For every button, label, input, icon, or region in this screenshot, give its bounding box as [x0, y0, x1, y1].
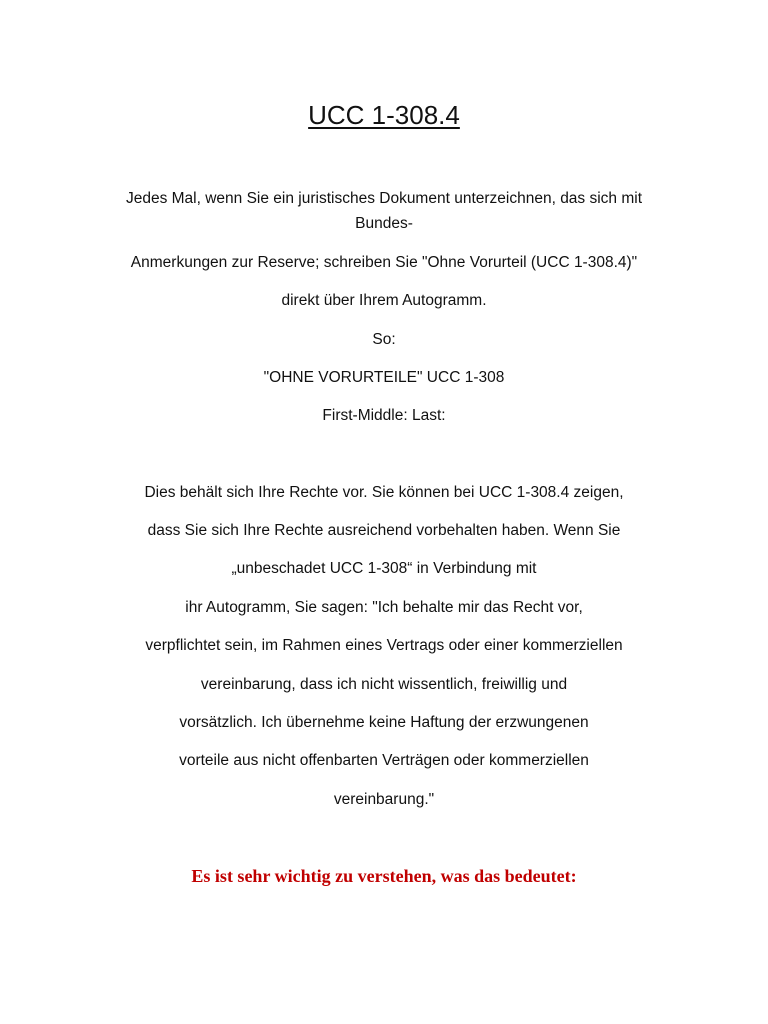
intro-line: Jedes Mal, wenn Sie ein juristisches Dokument unterzeichnen, das sich mit: [125, 190, 643, 207]
document-title: UCC 1-308.4: [308, 100, 460, 130]
body-line: verpflichtet sein, im Rahmen eines Vertrags oder einer kommerziellen: [145, 637, 623, 654]
intro-line: Bundes-: [355, 215, 413, 232]
intro-line: "OHNE VORURTEILE" UCC 1-308: [263, 369, 505, 386]
body-line: ihr Autogramm, Sie sagen: "Ich behalte mir das Recht vor,: [185, 599, 583, 616]
body-line: Dies behält sich Ihre Rechte vor. Sie können bei UCC 1-308.4 zeigen,: [144, 484, 624, 501]
intro-line: First-Middle: Last:: [322, 407, 446, 424]
intro-line: Anmerkungen zur Reserve; schreiben Sie "Ohne Vorurteil (UCC 1-308.4)": [130, 254, 638, 271]
warning-text: Es ist sehr wichtig zu verstehen, was das bedeutet:: [191, 866, 577, 886]
intro-line: direkt über Ihrem Autogramm.: [281, 292, 487, 309]
body-line: vorteile aus nicht offenbarten Verträgen oder kommerziellen: [179, 752, 589, 769]
body-line: vereinbarung, dass ich nicht wissentlich, freiwillig und: [200, 676, 568, 693]
body-line: vereinbarung.": [333, 791, 435, 808]
body-line: dass Sie sich Ihre Rechte ausreichend vorbehalten haben. Wenn Sie: [147, 522, 621, 539]
body-line: vorsätzlich. Ich übernehme keine Haftung der erzwungenen: [179, 714, 589, 731]
body-line: „unbeschadet UCC 1-308“ in Verbindung mit: [231, 560, 537, 577]
intro-line: So:: [372, 331, 396, 348]
